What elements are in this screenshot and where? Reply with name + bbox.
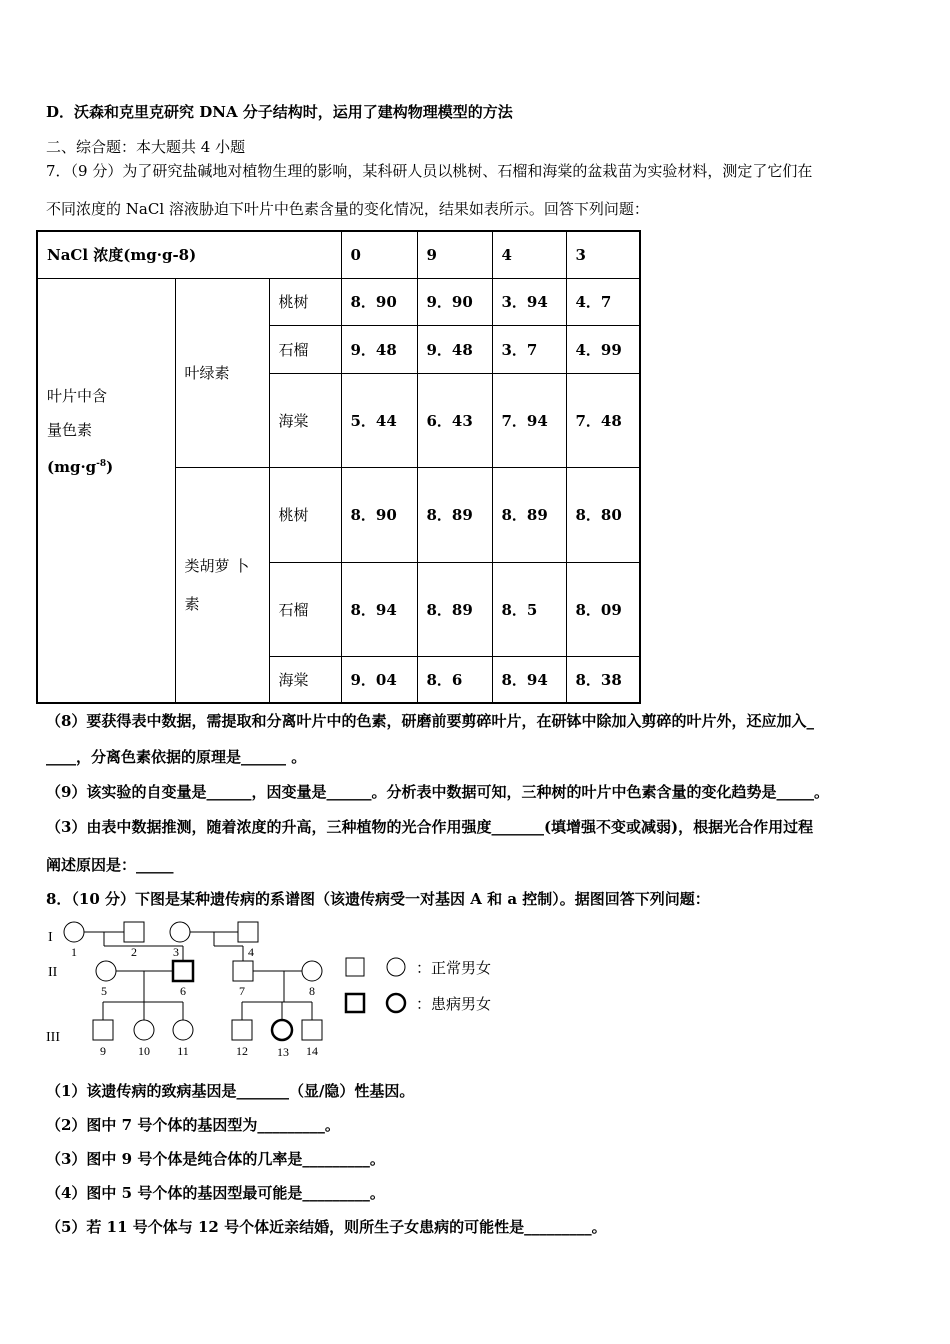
individual-number: 8 [309,984,315,998]
individual-number: 4 [248,945,254,959]
q8-question-4: （4）图中 5 号个体的基因型最可能是_________。 [46,1184,385,1202]
value-cell: 9．04 [341,656,417,703]
value-cell: 9．48 [417,325,492,373]
value-cell: 3．94 [492,278,566,325]
value-cell: 8．80 [566,467,640,562]
table-row [37,278,640,325]
q7-sub3-line1: （3）由表中数据推测，随着浓度的升高，三种植物的光合作用强度_______(填增强不变或减弱)，根据光合作用过程 [46,818,814,836]
row-group-label-1: 叶片中含 [47,386,108,405]
gen-label: II [48,965,58,980]
legend-normal-female [387,958,405,976]
individual-2-normal-male [124,922,144,942]
individual-14-normal-male [302,1020,322,1040]
q7-sub3-line2: 阐述原因是：_____ [46,856,174,874]
plant-label: 海棠 [269,656,341,703]
q8-question-3: （3）图中 9 号个体是纯合体的几率是_________。 [46,1150,385,1168]
q7-sub2: （9）该实验的自变量是______，因变量是______。分析表中数据可知，三种树的叶片中色素含量的变化趋势是_____。 [46,783,829,801]
value-cell: 9．48 [341,325,417,373]
value-cell: 4．7 [566,278,640,325]
individual-10-normal-female [134,1020,154,1040]
nacl-header: NaCl 浓度(mg·g-8) [37,231,341,278]
individual-11-normal-female [173,1020,193,1040]
individual-number: 3 [173,945,179,959]
value-cell: 9．90 [417,278,492,325]
individual-number: 9 [100,1044,106,1058]
individual-3-normal-female [170,922,190,942]
value-cell: 8．90 [341,467,417,562]
value-cell: 8．38 [566,656,640,703]
row-group-label-2: 量色素 [47,420,93,439]
individual-number: 6 [180,984,186,998]
row-group-label-3: (mg·g [47,457,97,476]
value-cell: 8．6 [417,656,492,703]
value-cell: 8．89 [492,467,566,562]
gen-label: I [48,930,53,945]
individual-number: 12 [236,1044,248,1058]
row-group-label-4: ) [106,457,114,476]
conc-cell: 0 [341,231,417,278]
individual-8-normal-female [302,961,322,981]
individual-number: 2 [131,945,137,959]
q7-sub1-line2: ____，分离色素依据的原理是______ 。 [46,748,307,766]
legend-affected-label: ：患病男女 [416,997,492,1013]
value-cell: 3．7 [492,325,566,373]
individual-number: 5 [101,984,107,998]
row-group-label [37,278,175,703]
plant-label: 桃树 [269,278,341,325]
individual-9-normal-male [93,1020,113,1040]
individual-number: 10 [138,1044,150,1058]
value-cell: 5．44 [341,373,417,467]
value-cell: 8．5 [492,562,566,656]
individual-number: 14 [306,1044,318,1058]
row-group-label-sup: -8 [96,458,107,469]
individual-1-normal-female [64,922,84,942]
legend-affected-male [346,994,364,1012]
value-cell: 8．94 [341,562,417,656]
individual-number: 13 [277,1045,289,1059]
plant-label: 海棠 [269,373,341,467]
q7-sub1-line1: （8）要获得表中数据，需提取和分离叶片中的色素，研磨前要剪碎叶片，在研钵中除加入剪碎的叶片外，还应加入_ [46,712,814,730]
plant-label: 石榴 [269,562,341,656]
section-heading: 二、综合题：本大题共 4 小题 [46,138,246,156]
conc-cell: 3 [566,231,640,278]
value-cell: 7．94 [492,373,566,467]
value-cell: 7．48 [566,373,640,467]
pigment-carotenoid [175,467,269,703]
legend-normal-male [346,958,364,976]
legend-normal-label: ：正常男女 [416,961,492,977]
q8-question-5: （5）若 11 号个体与 12 号个体近亲结婚，则所生子女患病的可能性是_________。 [46,1218,607,1236]
plant-label: 桃树 [269,467,341,562]
q8-intro: 8．（10 分）下图是某种遗传病的系谱图（该遗传病受一对基因 A 和 a 控制）。据图回答下列问题： [46,890,710,908]
pigment-table [36,230,641,704]
plant-label: 石榴 [269,325,341,373]
individual-4-normal-male [238,922,258,942]
q7-intro-line1: 7．（9 分）为了研究盐碱地对植物生理的影响，某科研人员以桃树、石榴和海棠的盆栽苗为实验材料，测定了它们在 [46,162,813,180]
value-cell: 8．89 [417,467,492,562]
individual-number: 1 [71,945,77,959]
table-header-row [37,231,640,278]
value-cell: 6．43 [417,373,492,467]
value-cell: 8．89 [417,562,492,656]
option-d: D．沃森和克里克研究 DNA 分子结构时，运用了建构物理模型的方法 [46,103,513,121]
q7-intro-line2: 不同浓度的 NaCl 溶液胁迫下叶片中色素含量的变化情况，结果如表所示。回答下列问题： [46,200,649,218]
pigment-chlorophyll: 叶绿素 [175,278,269,467]
individual-12-normal-male [232,1020,252,1040]
conc-cell: 4 [492,231,566,278]
pigment-carotenoid-a: 类胡萝 卜 [184,556,250,575]
conc-cell: 9 [417,231,492,278]
individual-6-affected-male [173,961,193,981]
value-cell: 4．99 [566,325,640,373]
q8-question-1: （1）该遗传病的致病基因是_______（显/隐）性基因。 [46,1082,415,1100]
individual-7-normal-male [233,961,253,981]
q8-question-2: （2）图中 7 号个体的基因型为_________。 [46,1116,340,1134]
individual-number: 11 [177,1044,189,1058]
pedigree-chart [40,918,540,1063]
value-cell: 8．09 [566,562,640,656]
pigment-carotenoid-b: 素 [184,594,200,613]
individual-5-normal-female [96,961,116,981]
individual-number: 7 [239,984,245,998]
gen-label: III [46,1030,60,1045]
value-cell: 8．94 [492,656,566,703]
value-cell: 8．90 [341,278,417,325]
